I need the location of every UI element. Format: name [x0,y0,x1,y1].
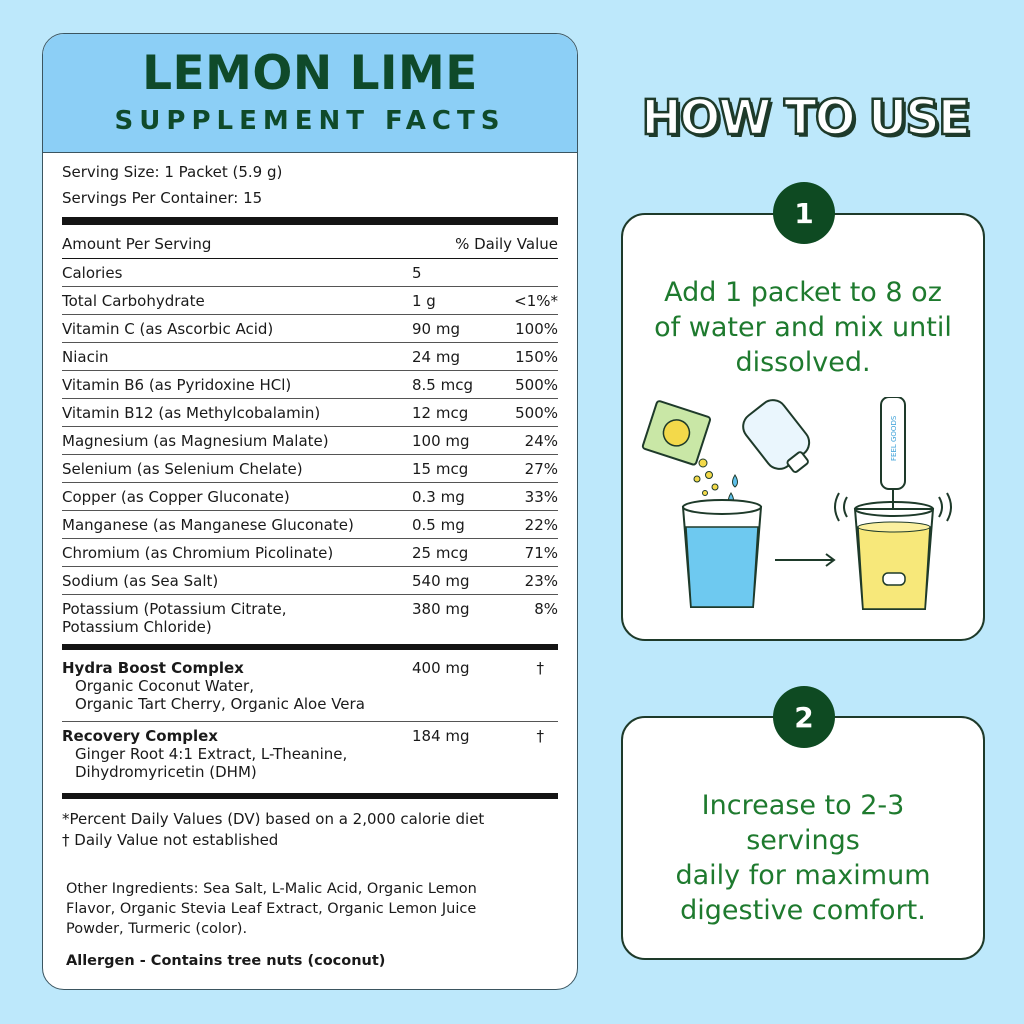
potassium-line2: Potassium Chloride) [62,618,212,636]
step-1-line3: dissolved. [735,347,871,378]
footnote-dagger: † Daily Value not established [62,831,279,849]
packet-icon [642,400,711,465]
footnotes [62,809,558,851]
servings-per-container: Servings Per Container: 15 [62,189,263,207]
nutrient-amount: 100 mg [412,432,470,450]
arrow-right-icon [775,554,834,566]
table-row [62,371,558,399]
product-title: LEMON LIME [142,46,478,101]
nutrient-name: Sodium (as Sea Salt) [62,572,219,590]
step-1-card [621,213,985,641]
nutrient-dv: 24% [524,432,558,450]
nutrient-dv [502,259,558,264]
how-to-use-title: HOW TO USE [641,90,969,146]
water-bottle-icon [738,397,821,482]
nutrient-name: Vitamin C (as Ascorbic Acid) [62,320,274,338]
complex-line1: Organic Coconut Water, [75,677,254,695]
step-2-card [621,716,985,960]
facts-subtitle: SUPPLEMENT FACTS [114,106,506,136]
step-1-line1: Add 1 packet to 8 oz [664,277,942,308]
other-ingredients-line2: Flavor, Organic Stevia Leaf Extract, Organic Lemon Juice [66,901,477,917]
nutrient-amount: 24 mg [412,348,460,366]
complex-name [62,722,412,785]
step-2-line3: digestive comfort. [680,895,926,926]
nutrient-name: Magnesium (as Magnesium Malate) [62,432,329,450]
nutrient-name: Vitamin B12 (as Methylcobalamin) [62,404,321,422]
complex-line2: Dihydromyricetin (DHM) [75,763,257,781]
frother-label: FEEL GOODS [890,415,898,461]
nutrient-dv: <1%* [514,292,558,310]
table-row [62,567,558,595]
step-1-badge: 1 [773,182,835,244]
nutrient-dv: 23% [524,572,558,590]
nutrient-dv: 8% [534,600,558,618]
table-row-potassium [62,595,558,640]
other-ingredients-line3: Powder, Turmeric (color). [66,921,248,937]
complex-name [62,654,412,717]
water-glass-icon [683,500,761,607]
nutrient-rows [62,259,558,640]
nutrient-name: Selenium (as Selenium Chelate) [62,460,303,478]
table-row [62,539,558,567]
nutrient-amount: 380 mg [412,600,470,618]
table-row [62,399,558,427]
recovery-row [62,722,558,789]
complex-title: Recovery Complex [62,727,218,745]
nutrient-amount: 1 g [412,292,436,310]
complex-dv: † [536,659,544,677]
complex-title: Hydra Boost Complex [62,659,244,677]
nutrient-dv: 27% [524,460,558,478]
nutrient-dv: 500% [515,376,558,394]
nutrient-name: Calories [62,264,123,282]
other-ingredients [62,879,558,939]
step-2-line2: daily for maximum [675,860,931,891]
potassium-line1: Potassium (Potassium Citrate, [62,600,287,618]
nutrient-dv: 71% [524,544,558,562]
step-1-line2: of water and mix until [654,312,952,343]
complex-line1: Ginger Root 4:1 Extract, L-Theanine, [75,745,348,763]
table-row [62,483,558,511]
amount-label: Amount Per Serving [62,235,212,253]
mixing-illustration [623,397,983,637]
complex-dv: † [536,727,544,745]
step-2-text [623,788,983,928]
nutrient-amount: 0.5 mg [412,516,465,534]
nutrient-name: Total Carbohydrate [62,292,205,310]
step-2-badge: 2 [773,686,835,748]
nutrient-dv: 500% [515,404,558,422]
supplement-facts-panel [42,33,578,990]
table-row [62,427,558,455]
nutrient-dv: 22% [524,516,558,534]
nutrient-amount: 5 [412,264,422,282]
table-row [62,511,558,539]
divider-thick [62,644,558,650]
table-row [62,287,558,315]
table-row [62,343,558,371]
facts-body [62,153,558,969]
divider-thick [62,793,558,799]
nutrient-name: Niacin [62,348,109,366]
step-1-text [623,275,983,380]
nutrient-name: Copper (as Copper Gluconate) [62,488,290,506]
nutrient-amount: 0.3 mg [412,488,465,506]
complex-amount: 184 mg [412,727,470,745]
footnote-dv: *Percent Daily Values (DV) based on a 2,000 calorie diet [62,810,485,828]
complex-line2: Organic Tart Cherry, Organic Aloe Vera [75,695,365,713]
nutrient-dv: 33% [524,488,558,506]
facts-header [43,34,577,153]
other-ingredients-line1: Other Ingredients: Sea Salt, L-Malic Acid, Organic Lemon [66,881,477,897]
complex-amount: 400 mg [412,659,470,677]
table-row [62,315,558,343]
nutrient-amount: 540 mg [412,572,470,590]
nutrient-amount: 12 mcg [412,404,469,422]
nutrient-amount: 15 mcg [412,460,469,478]
table-row [62,455,558,483]
divider-thick [62,217,558,225]
nutrient-dv: 150% [515,348,558,366]
nutrient-dv: 100% [515,320,558,338]
table-row [62,259,558,287]
step-2-line1: Increase to 2-3 servings [701,790,905,856]
nutrient-amount: 90 mg [412,320,460,338]
nutrient-name: Chromium (as Chromium Picolinate) [62,544,334,562]
amount-header [62,229,558,259]
nutrient-amount: 25 mcg [412,544,469,562]
hydra-boost-row [62,654,558,722]
nutrient-name: Vitamin B6 (as Pyridoxine HCl) [62,376,292,394]
serving-size: Serving Size: 1 Packet (5.9 g) [62,163,283,181]
allergen-note: Allergen - Contains tree nuts (coconut) [66,953,386,969]
nutrient-name [62,595,412,640]
lemonade-glass-icon [855,502,933,609]
dv-label: % Daily Value [455,235,558,253]
nutrient-amount: 8.5 mcg [412,376,474,394]
powder-icon [694,459,718,496]
nutrient-name: Manganese (as Manganese Gluconate) [62,516,354,534]
